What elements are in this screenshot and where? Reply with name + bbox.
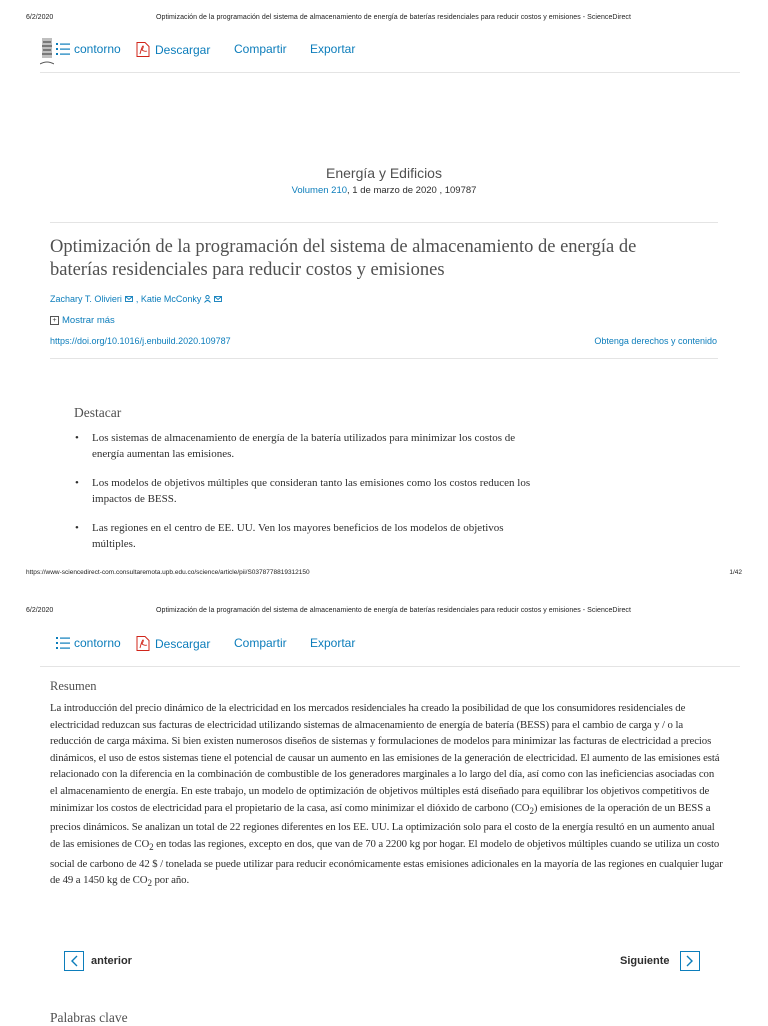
share-button[interactable] [234, 636, 287, 650]
volume-line [0, 185, 768, 196]
outline-label: contorno [74, 636, 121, 650]
previous-label: anterior [91, 955, 132, 967]
next-button[interactable] [620, 951, 700, 971]
print-title: Optimización de la programación del sistema de almacenamiento de energía de baterías residenciales para reducir costos y emisiones - ScienceDirect [156, 14, 631, 21]
keywords-heading: Palabras clave [50, 1010, 128, 1025]
chevron-right-icon [685, 955, 694, 967]
print-page-number: 1/42 [729, 569, 742, 576]
article-title: Optimización de la programación del sistema de almacenamiento de energía de baterías residenciales para reducir costos y emisiones [50, 237, 637, 280]
abstract-part: ) emisiones de la operación de un BESS a precios dinámicos. Se analizan un total de 22 regiones diferentes en los EE. UU. La optimización solo para el costo de la energía resultó en un aumento anual de las emisiones de CO [50, 801, 715, 850]
author-2[interactable]: Katie McConky [140, 294, 202, 304]
doi-link[interactable]: https://doi.org/10.1016/j.enbuild.2020.109787 [50, 336, 231, 346]
previous-button[interactable] [64, 951, 132, 971]
mail-icon[interactable] [214, 296, 222, 302]
rights-link[interactable]: Obtenga derechos y contenido [594, 336, 717, 346]
print-header [0, 14, 768, 28]
outline-button[interactable] [56, 42, 121, 56]
volume-date: , 1 de marzo de 2020 , 109787 [347, 185, 477, 196]
author-separator: , [135, 294, 139, 304]
next-label: Siguiente [620, 955, 670, 967]
plus-box-icon: + [50, 316, 59, 325]
journal-divider [50, 222, 718, 223]
share-label: Compartir [234, 636, 287, 650]
author-1[interactable]: Zachary T. Olivieri [50, 294, 122, 304]
highlights-heading: Destacar [74, 405, 122, 420]
download-button[interactable] [136, 42, 210, 57]
author-list [50, 294, 222, 304]
journal-name[interactable]: Energía y Edificios [326, 165, 442, 181]
outline-button[interactable] [56, 636, 121, 650]
abstract-part: La introducción del precio dinámico de la electricidad en los mercados residenciales ha creado la posibilidad de que los consumidores residenciales de electricidad reduzcan sus facturas de electricidad utilizando sistemas de almacenamiento de energía de batería (BESS) para el cambio de carga y / o la reducción de carga máxima. Si bien existen numerosos diseños de sistemas y formulaciones de modelos para minimizar las facturas de electricidad a precios dinámicos, el uso de estos sistemas tiene el potencial de causar un aumento en las emisiones de la generación de electricidad. El aumento de las emisiones está relacionado con la diferencia en la combinación de combustible de los generadores marginales a lo largo del día, así como con las ineficiencias asociadas con el almacenamiento de energía. En este trabajo, un modelo de optimización de objetivos múltiples está diseñado para equilibrar los objetivos competitivos de minimizar los costos de electricidad para el propietario de la casa, así como minimizar el dióxido de carbono (CO [50, 702, 720, 814]
print-date: 6/2/2020 [26, 607, 54, 614]
elsevier-logo [40, 36, 54, 66]
chevron-right-box [680, 951, 700, 971]
share-button[interactable] [234, 42, 287, 56]
print-title: Optimización de la programación del sistema de almacenamiento de energía de baterías residenciales para reducir costos y emisiones - ScienceDirect [156, 607, 631, 614]
list-icon [56, 637, 70, 649]
volume-link[interactable]: Volumen 210 [291, 185, 348, 196]
article-toolbar [40, 42, 740, 66]
abstract-subscript: 2 [529, 805, 534, 816]
print-date: 6/2/2020 [26, 14, 54, 21]
highlights-list [74, 430, 534, 565]
abstract-subscript: 2 [149, 842, 154, 853]
export-label: Exportar [310, 42, 356, 56]
toolbar-divider [40, 666, 740, 667]
abstract-heading: Resumen [50, 679, 97, 693]
download-button[interactable] [136, 636, 210, 651]
share-label: Compartir [234, 42, 287, 56]
export-button[interactable] [310, 42, 355, 56]
abstract-text [50, 700, 724, 892]
list-item: • Las regiones en el centro de EE. UU. Ven los mayores beneficios de los modelos de objetivos múltiples. [74, 520, 534, 552]
pdf-icon [136, 42, 150, 57]
show-more-button[interactable] [50, 315, 115, 326]
person-icon[interactable] [204, 295, 211, 303]
mail-icon[interactable] [125, 296, 133, 302]
download-label: Descargar [155, 636, 211, 651]
abstract-subscript: 2 [147, 878, 152, 889]
show-more-label: Mostrar más [62, 315, 115, 326]
list-icon [56, 43, 70, 55]
chevron-left-icon [70, 955, 79, 967]
export-button[interactable] [310, 636, 355, 650]
chevron-left-box [64, 951, 84, 971]
export-label: Exportar [310, 636, 356, 650]
abstract-part: en todas las regiones, excepto en dos, que van de 70 a 2200 kg por hogar. El modelo de objetivos múltiples cuando se utiliza un costo social de carbono de 42 $ / tonelada se puede utilizar para reducir económicamente estas emisiones adicionales en la mayoría de las regiones en cualquier lugar de 49 a 1450 kg de CO [50, 837, 723, 887]
abstract-part: por año. [151, 874, 190, 887]
article-toolbar [40, 636, 740, 660]
print-url: https://www-sciencedirect-com.consultaremota.upb.edu.co/science/article/pii/S0378778819312150 [26, 569, 310, 576]
download-label: Descargar [155, 42, 211, 57]
print-header [0, 607, 768, 621]
pdf-icon [136, 636, 150, 651]
toolbar-divider [40, 72, 740, 73]
meta-divider [50, 358, 718, 359]
outline-label: contorno [74, 42, 121, 56]
list-item: • Los sistemas de almacenamiento de energía de la batería utilizados para minimizar los costos de energía aumentan las emisiones. [74, 430, 534, 462]
list-item: • Los modelos de objetivos múltiples que consideran tanto las emisiones como los costos reducen los impactos de BESS. [74, 475, 534, 507]
